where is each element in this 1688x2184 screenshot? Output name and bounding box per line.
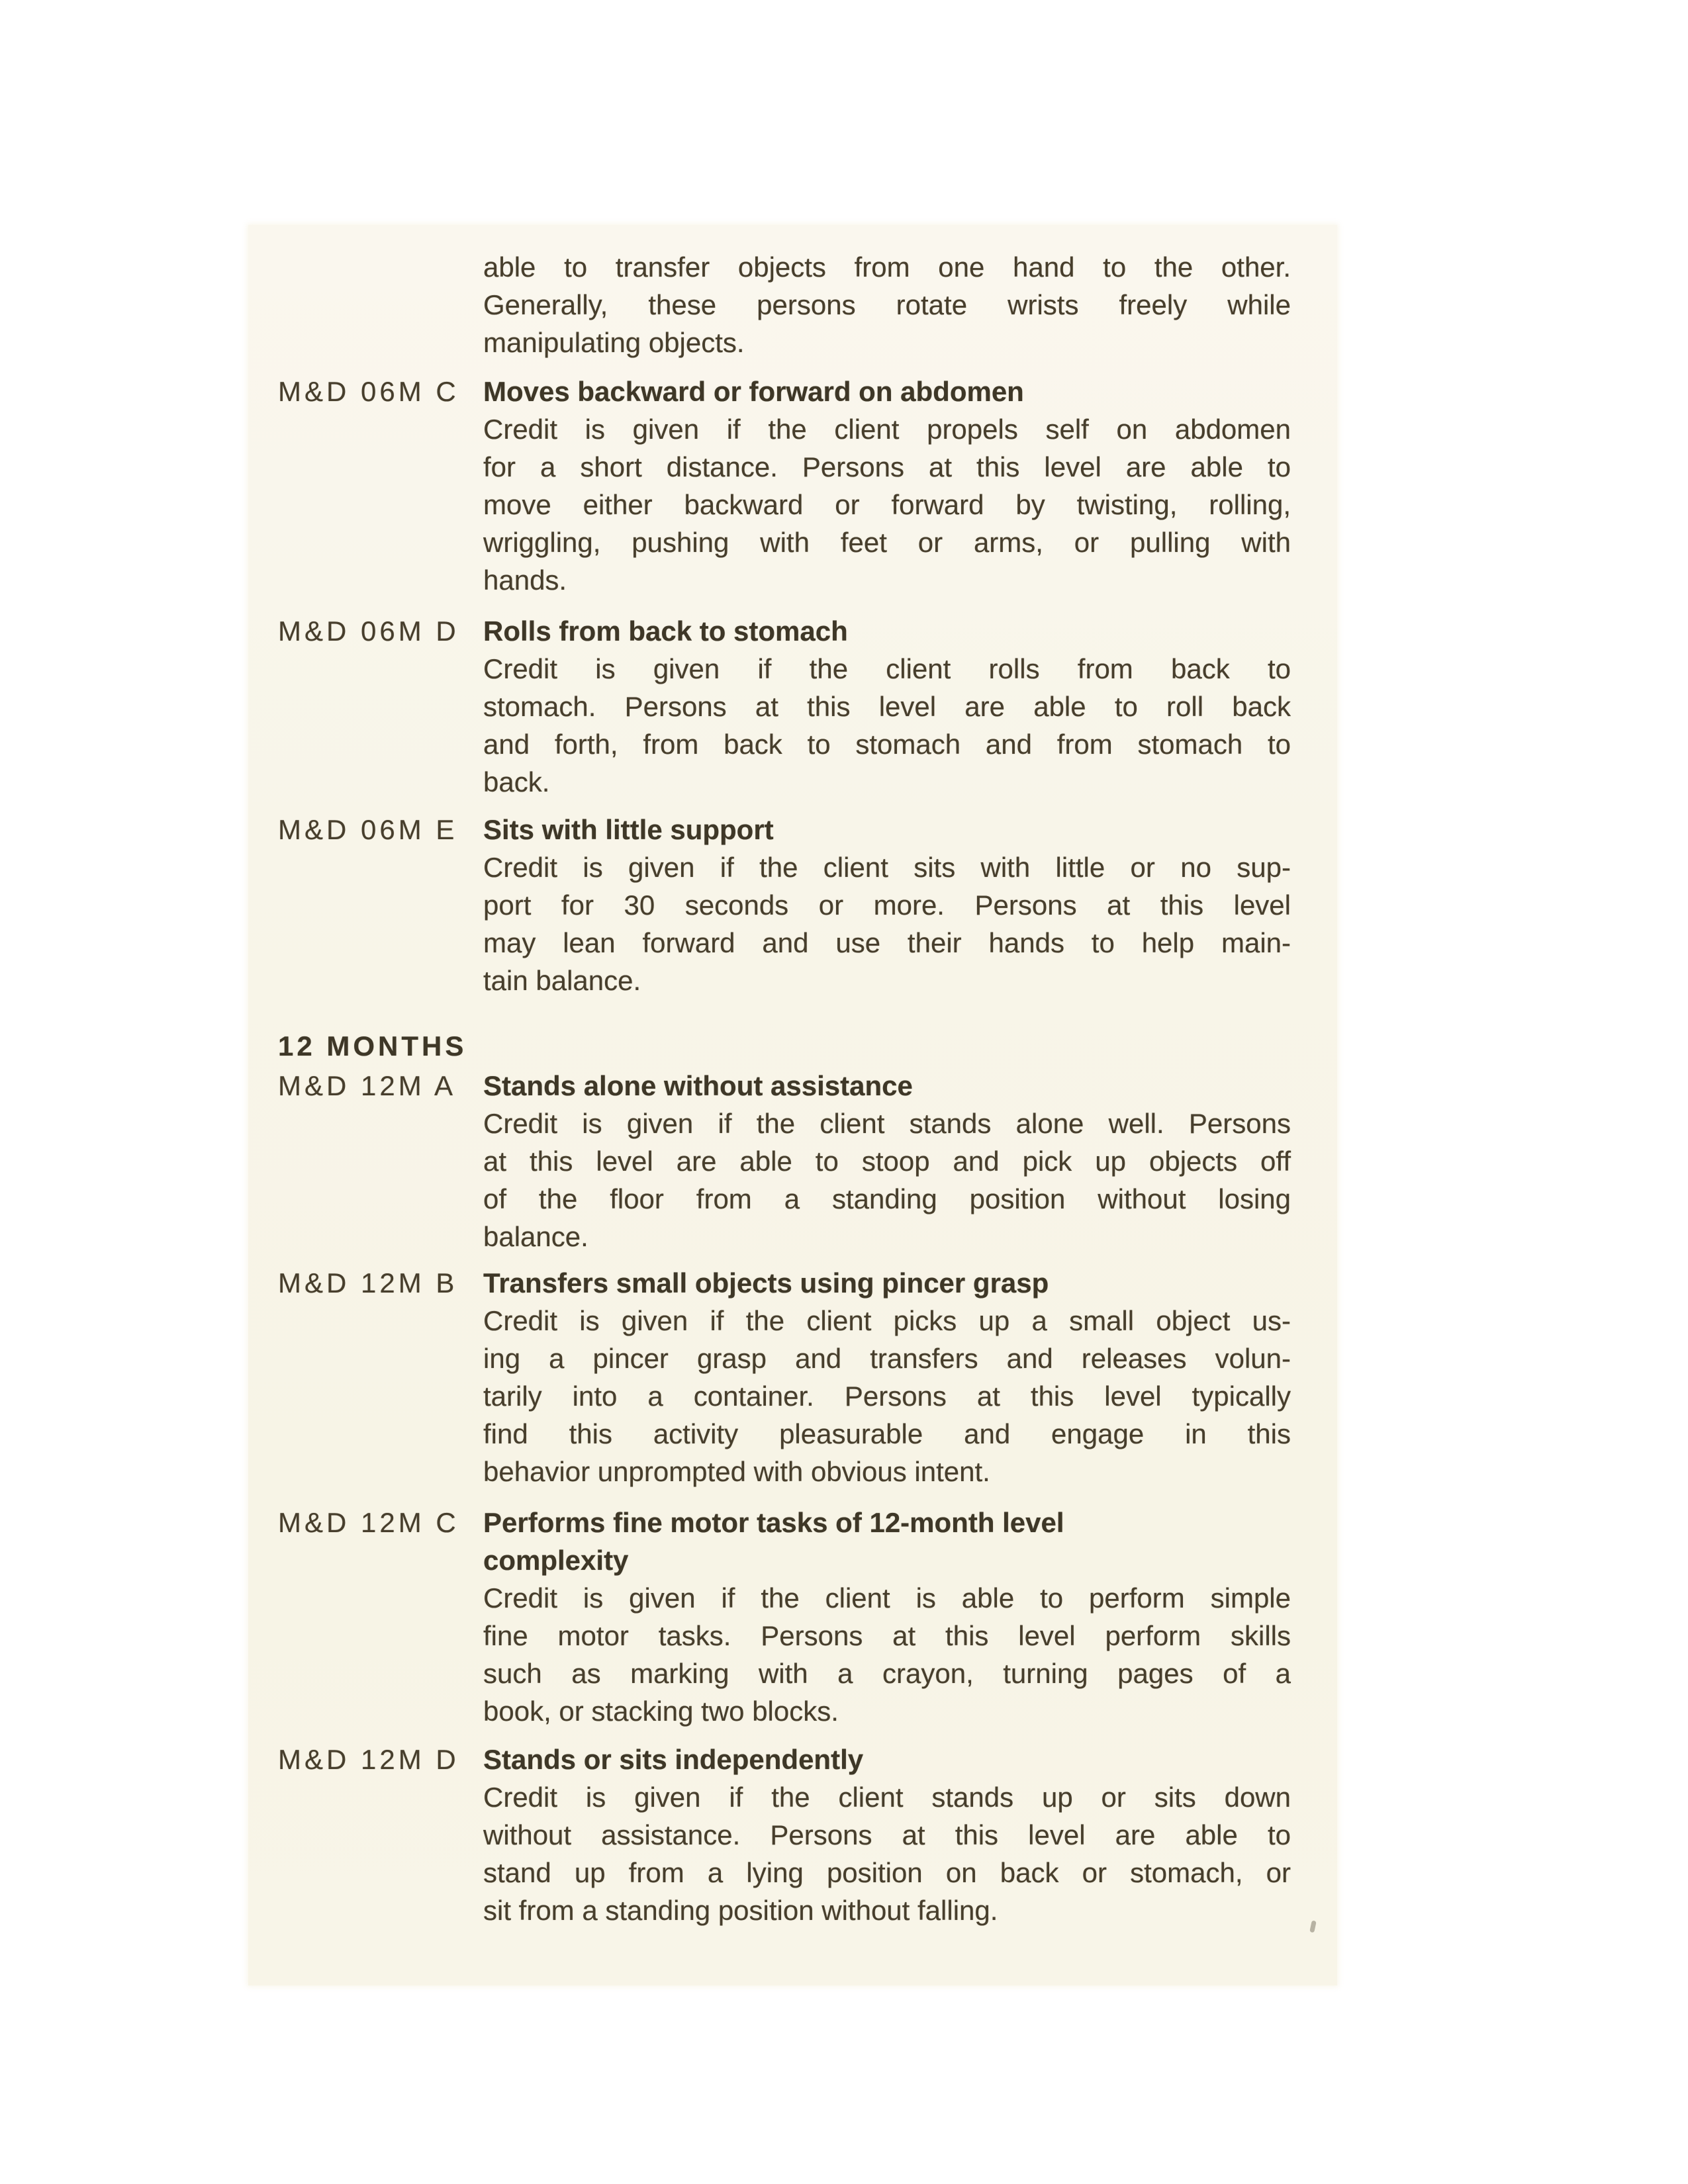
entry-md-06m-d xyxy=(278,612,1291,801)
body-line: tarily into a container. Persons at this level typically xyxy=(483,1381,1291,1412)
body-line: stand up from a lying position on back or stomach, or xyxy=(483,1857,1291,1888)
entry-label: M&D 06M C xyxy=(278,376,459,407)
body-line: may lean forward and use their hands to help main- xyxy=(483,927,1291,958)
body-line: at this level are able to stoop and pick up objects off xyxy=(483,1146,1291,1177)
entry-label: M&D 06M E xyxy=(278,814,458,845)
entry-title: Rolls from back to stomach xyxy=(483,615,848,647)
body-line: Credit is given if the client is able to perform simple xyxy=(483,1582,1291,1614)
body-line: without assistance. Persons at this level are able to xyxy=(483,1819,1291,1850)
entry-title-line2: complexity xyxy=(483,1545,629,1576)
body-line: move either backward or forward by twisting, rolling, xyxy=(483,489,1291,520)
entry-title: Sits with little support xyxy=(483,814,774,845)
body-line: book, or stacking two blocks. xyxy=(483,1696,839,1727)
page-text-column xyxy=(278,248,1291,1929)
body-line: Credit is given if the client stands alone well. Persons xyxy=(483,1108,1291,1139)
book-page xyxy=(248,225,1337,1985)
body-line: tain balance. xyxy=(483,965,641,996)
entry-title: Moves backward or forward on abdomen xyxy=(483,376,1024,407)
body-line: such as marking with a crayon, turning pages of a xyxy=(483,1658,1291,1689)
body-line: stomach. Persons at this level are able to roll back xyxy=(483,691,1291,722)
body-line: balance. xyxy=(483,1221,588,1252)
entry-title: Transfers small objects using pincer grasp xyxy=(483,1267,1049,1298)
entry-label: M&D 12M C xyxy=(278,1507,459,1538)
entry-label: M&D 12M A xyxy=(278,1070,457,1101)
entry-title: Stands alone without assistance xyxy=(483,1070,913,1101)
entry-md-12m-b xyxy=(278,1264,1291,1490)
body-line: Generally, these persons rotate wrists freely while xyxy=(483,289,1291,320)
entry-title: Performs fine motor tasks of 12-month level xyxy=(483,1507,1064,1538)
body-line: and forth, from back to stomach and from stomach to xyxy=(483,729,1291,760)
body-line: manipulating objects. xyxy=(483,327,745,358)
section-heading-12-months: 12 MONTHS xyxy=(278,1030,467,1062)
entry-md-06m-e xyxy=(278,811,1291,999)
entry-md-12m-d xyxy=(278,1741,1291,1929)
body-line: Credit is given if the client rolls from back to xyxy=(483,653,1291,684)
body-line: back. xyxy=(483,766,550,797)
scan-artifact-speck xyxy=(1309,1920,1317,1933)
body-line: fine motor tasks. Persons at this level perform skills xyxy=(483,1620,1291,1651)
body-line: wriggling, pushing with feet or arms, or pulling with xyxy=(483,527,1291,558)
entry-title: Stands or sits independently xyxy=(483,1744,864,1775)
entry-label: M&D 06M D xyxy=(278,615,459,647)
entry-label: M&D 12M B xyxy=(278,1267,458,1298)
body-line: of the floor from a standing position without losing xyxy=(483,1183,1291,1214)
body-line: find this activity pleasurable and engage in this xyxy=(483,1418,1291,1449)
entry-md-06m-c xyxy=(278,373,1291,599)
body-line: hands. xyxy=(483,565,567,596)
continuation-paragraph xyxy=(483,248,1291,361)
entry-label: M&D 12M D xyxy=(278,1744,459,1775)
body-line: Credit is given if the client sits with little or no sup- xyxy=(483,852,1291,883)
entry-md-12m-a xyxy=(278,1067,1291,1255)
body-line: sit from a standing position without falling. xyxy=(483,1895,998,1926)
entry-md-12m-c xyxy=(278,1504,1291,1730)
body-line: for a short distance. Persons at this level are able to xyxy=(483,451,1291,482)
body-line: port for 30 seconds or more. Persons at this level xyxy=(483,889,1291,921)
body-line: able to transfer objects from one hand to the other. xyxy=(483,251,1291,283)
body-line: Credit is given if the client stands up or sits down xyxy=(483,1782,1291,1813)
body-line: ing a pincer grasp and transfers and releases volun- xyxy=(483,1343,1291,1374)
body-line: Credit is given if the client propels self on abdomen xyxy=(483,414,1291,445)
body-line: behavior unprompted with obvious intent. xyxy=(483,1456,990,1487)
body-line: Credit is given if the client picks up a small object us- xyxy=(483,1305,1291,1336)
